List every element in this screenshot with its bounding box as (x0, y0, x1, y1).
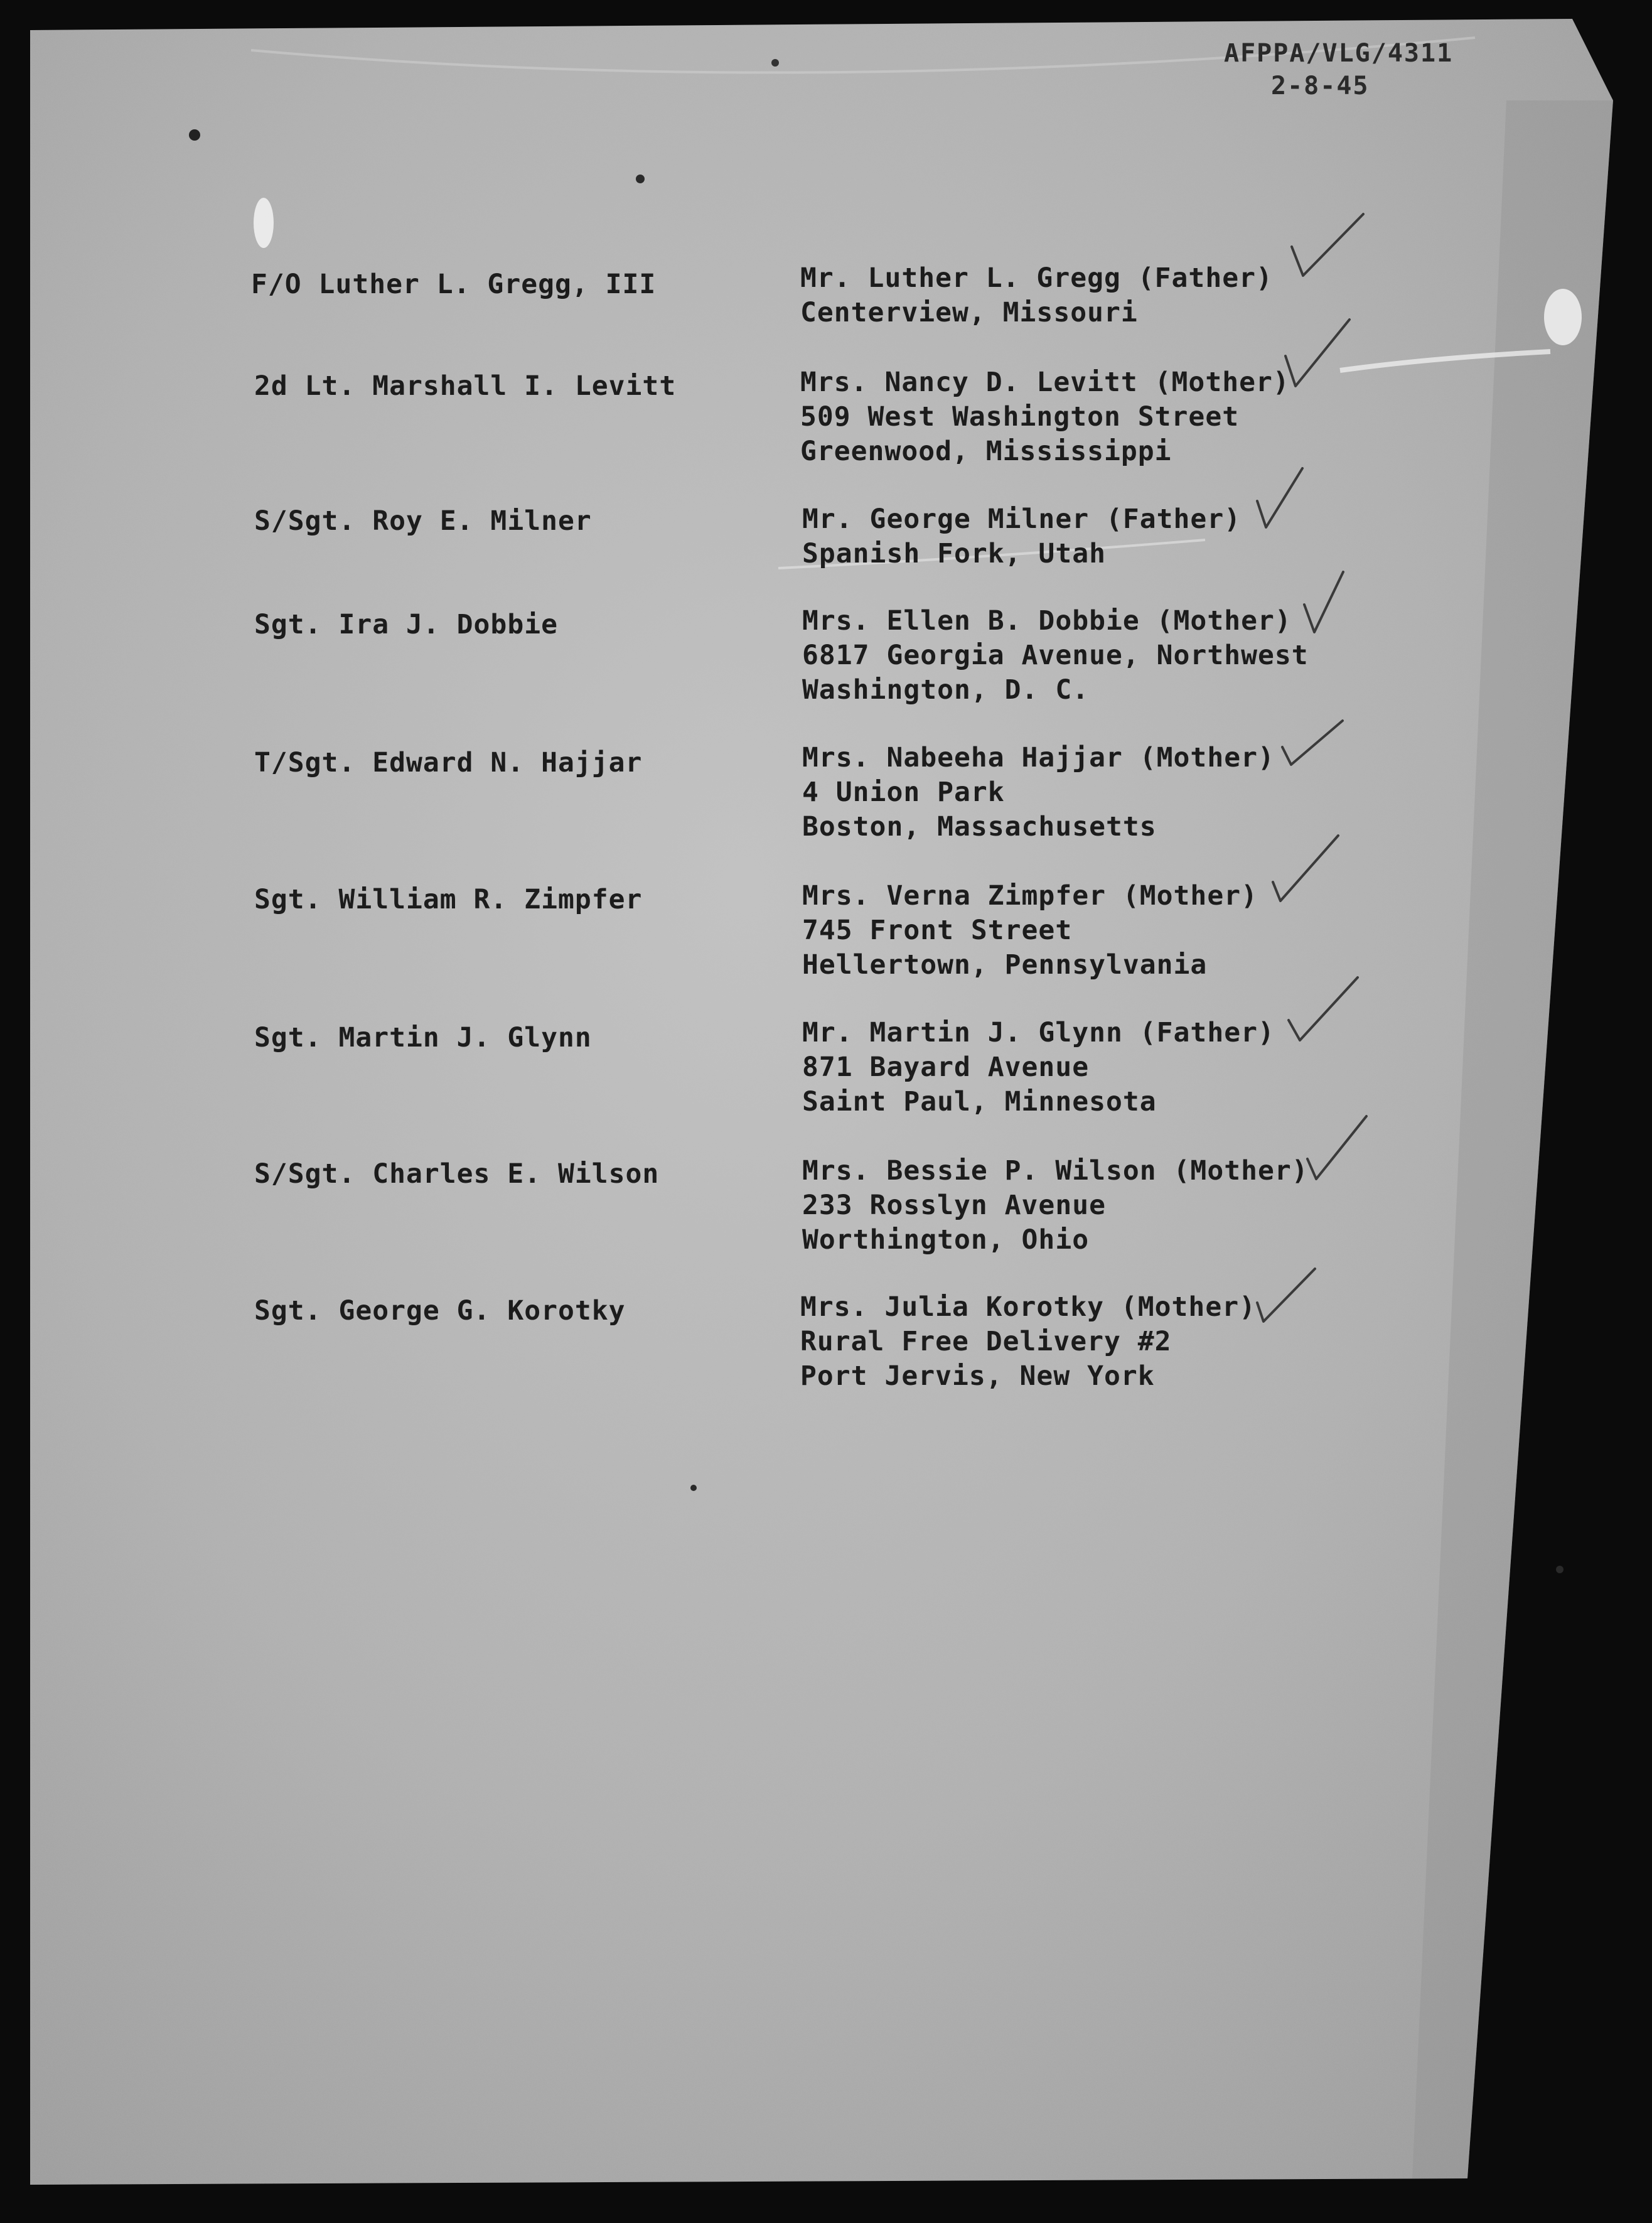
next-of-kin-line: Worthington, Ohio (802, 1224, 1090, 1256)
paper-blemish (636, 175, 645, 183)
next-of-kin-address (800, 261, 1273, 330)
next-of-kin-line: Saint Paul, Minnesota (802, 1086, 1157, 1117)
next-of-kin-line: Mrs. Ellen B. Dobbie (Mother) (802, 605, 1292, 637)
serviceman-name: Sgt. William R. Zimpfer (254, 884, 643, 915)
next-of-kin-line: Port Jervis, New York (800, 1360, 1155, 1392)
paper-blemish (690, 1485, 697, 1491)
next-of-kin-line: Greenwood, Mississippi (800, 436, 1172, 467)
next-of-kin-line: Mrs. Nabeeha Hajjar (Mother) (802, 742, 1275, 773)
checkmark-icon (1268, 832, 1349, 907)
paper-blemish (771, 59, 779, 67)
next-of-kin-line: 871 Bayard Avenue (802, 1052, 1090, 1083)
next-of-kin-line: Boston, Massachusetts (802, 811, 1157, 842)
serviceman-name: T/Sgt. Edward N. Hajjar (254, 747, 643, 778)
next-of-kin-line: 233 Rosslyn Avenue (802, 1190, 1106, 1221)
next-of-kin-line: 745 Front Street (802, 915, 1073, 946)
checkmark-icon (1280, 317, 1362, 392)
checkmark-icon (1287, 210, 1368, 286)
next-of-kin-line: 509 West Washington Street (800, 401, 1240, 433)
serviceman-name: S/Sgt. Charles E. Wilson (254, 1158, 660, 1190)
next-of-kin-line: 4 Union Park (802, 777, 1005, 808)
next-of-kin-address (802, 1154, 1309, 1257)
next-of-kin-line: Mrs. Nancy D. Levitt (Mother) (800, 367, 1290, 398)
serviceman-name: Sgt. Ira J. Dobbie (254, 609, 558, 640)
next-of-kin-line: Mrs. Bessie P. Wilson (Mother) (802, 1155, 1309, 1187)
serviceman-name: F/O Luther L. Gregg, III (251, 269, 657, 300)
paper-blemish (189, 129, 200, 141)
checkmark-icon (1284, 970, 1365, 1045)
next-of-kin-line: Rural Free Delivery #2 (800, 1326, 1172, 1357)
next-of-kin-line: Hellertown, Pennsylvania (802, 949, 1208, 981)
next-of-kin-line: Centerview, Missouri (800, 297, 1138, 328)
next-of-kin-line: Mr. George Milner (Father) (802, 503, 1242, 535)
checkmark-icon (1252, 1259, 1334, 1334)
next-of-kin-address (802, 741, 1275, 844)
serviceman-name: 2d Lt. Marshall I. Levitt (254, 370, 677, 402)
file-reference: AFPPA/VLG/4311 (1224, 39, 1454, 68)
next-of-kin-address (802, 604, 1309, 708)
next-of-kin-address (800, 1290, 1256, 1394)
serviceman-name: Sgt. Martin J. Glynn (254, 1022, 592, 1053)
next-of-kin-line: Mr. Martin J. Glynn (Father) (802, 1017, 1275, 1048)
next-of-kin-line: 6817 Georgia Avenue, Northwest (802, 640, 1309, 671)
next-of-kin-address (802, 1016, 1275, 1119)
checkmark-icon (1277, 716, 1359, 791)
next-of-kin-line: Spanish Fork, Utah (802, 538, 1106, 569)
next-of-kin-address (802, 502, 1241, 571)
next-of-kin-line: Mrs. Verna Zimpfer (Mother) (802, 880, 1258, 912)
checkmark-icon (1302, 1111, 1384, 1187)
paper-blemish (254, 198, 274, 248)
paper-blemish (1544, 289, 1582, 345)
next-of-kin-line: Washington, D. C. (802, 674, 1090, 706)
next-of-kin-line: Mr. Luther L. Gregg (Father) (800, 262, 1273, 294)
checkmark-icon (1252, 463, 1334, 539)
next-of-kin-address (800, 365, 1290, 469)
paper-blemish (1556, 1566, 1564, 1573)
document-date: 2-8-45 (1271, 72, 1370, 100)
next-of-kin-line: Mrs. Julia Korotky (Mother) (800, 1291, 1256, 1323)
serviceman-name: S/Sgt. Roy E. Milner (254, 505, 592, 537)
serviceman-name: Sgt. George G. Korotky (254, 1295, 626, 1327)
next-of-kin-address (802, 879, 1258, 982)
checkmark-icon (1299, 568, 1381, 643)
